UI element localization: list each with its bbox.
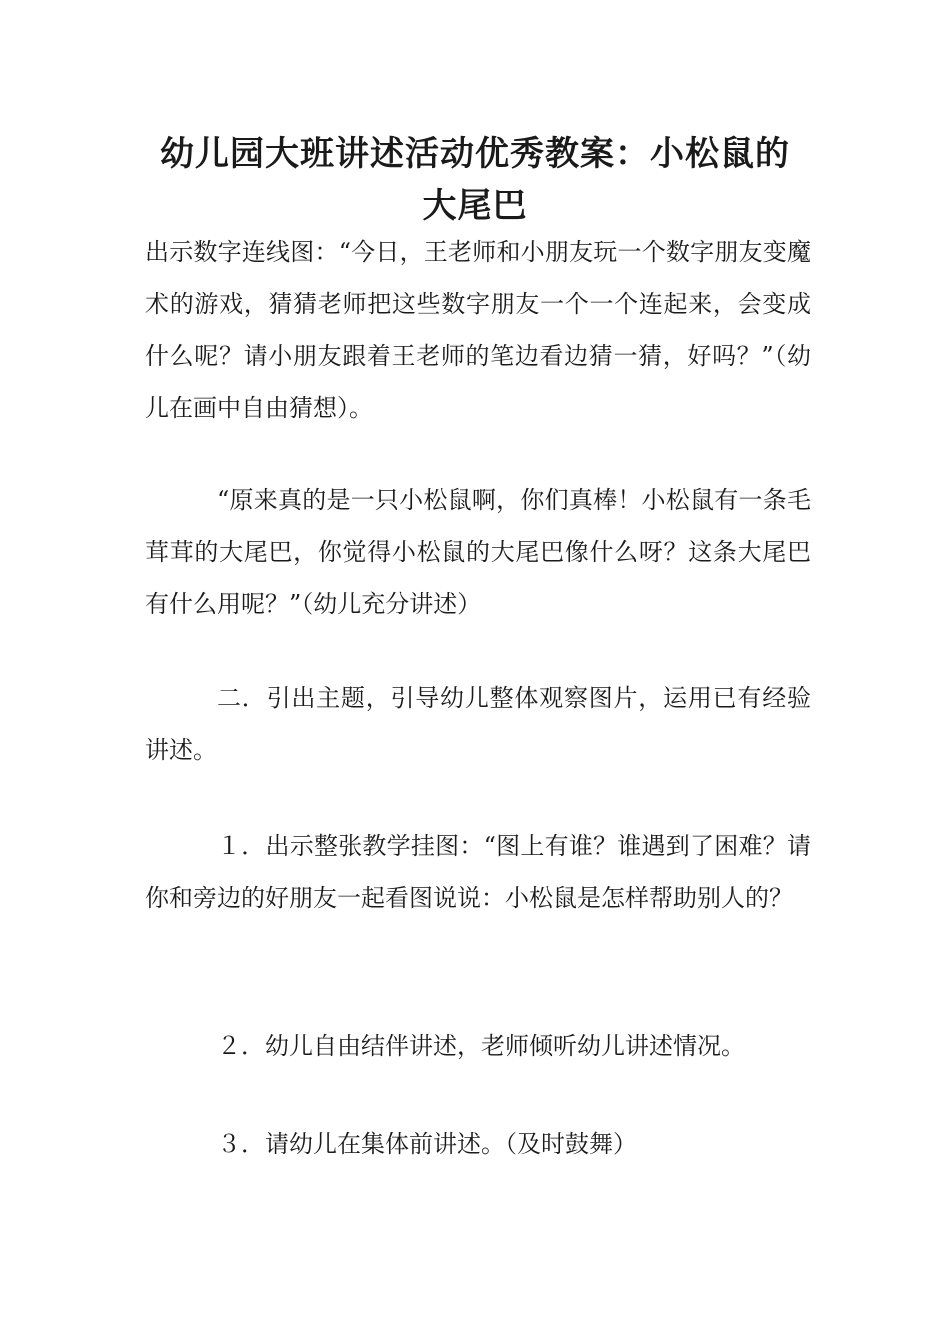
- paragraph-step-one: １．出示整张教学挂图：“图上有谁？谁遇到了困难？请你和旁边的好朋友一起看图说说：小松鼠是怎样帮助别人的？: [145, 832, 811, 912]
- paragraph-squirrel-tail: “原来真的是一只小松鼠啊，你们真棒！小松鼠有一条毛茸茸的大尾巴，你觉得小松鼠的大尾巴像什么呀？这条大尾巴有什么用呢？”（幼儿充分讲述）: [145, 486, 811, 618]
- paragraph-section-two: 二．引出主题，引导幼儿整体观察图片，运用已有经验讲述。: [145, 684, 811, 764]
- paragraph-intro: 出示数字连线图：“今日，王老师和小朋友玩一个数字朋友变魔术的游戏，猜猜老师把这些数字朋友一个一个连起来，会变成什么呢？请小朋友跟着王老师的笔边看边猜一猜，好吗？”（幼儿在画中自由猜想）。: [145, 238, 811, 422]
- document-title: 幼儿园大班讲述活动优秀教案：小松鼠的大尾巴: [160, 134, 790, 226]
- paragraph-step-three: ３．请幼儿在集体前讲述。（及时鼓舞）: [217, 1130, 637, 1158]
- paragraph-step-two: ２．幼儿自由结伴讲述，老师倾听幼儿讲述情况。: [217, 1032, 745, 1060]
